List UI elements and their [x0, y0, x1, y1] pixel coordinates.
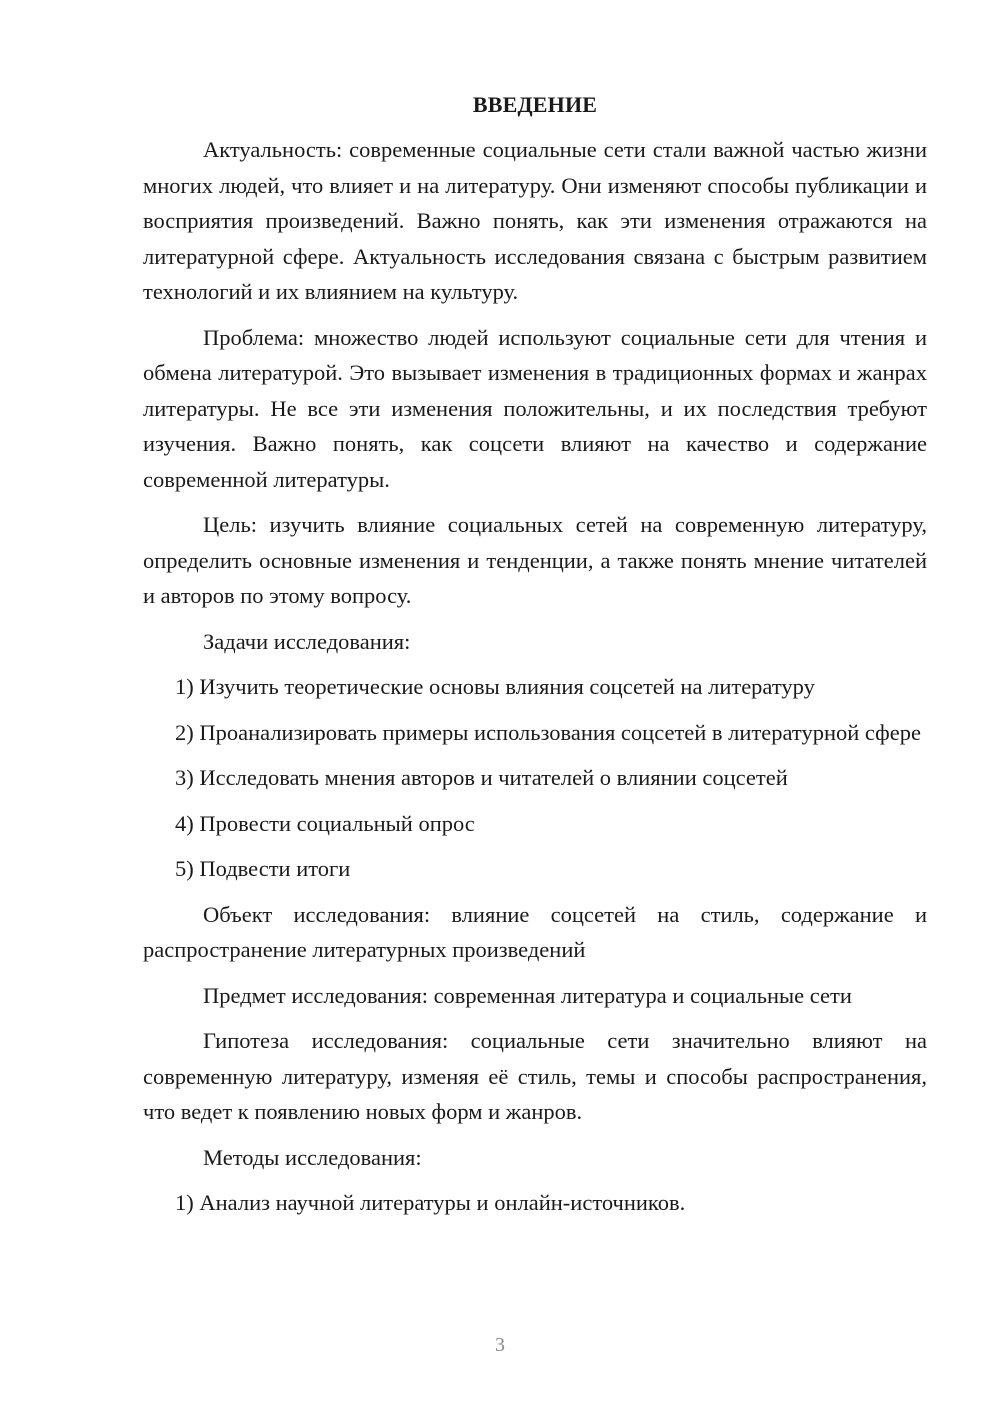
- tasks-heading: Задачи исследования:: [203, 628, 411, 654]
- relevance-paragraph: Актуальность: современные социальные сети стали важной частью жизни многих людей, что влияет и на литературу. Они изменяют способы публикации и восприятия произведений. Важно понять, как эти изменения отражаются на литературной сфере. Актуальность исследования связана с быстрым развитием технологий и их влиянием на культуру.: [143, 137, 927, 304]
- methods-heading: Методы исследования:: [203, 1144, 422, 1170]
- task-item: 3) Исследовать мнения авторов и читателей о влиянии соцсетей: [175, 765, 788, 790]
- task-item: 5) Подвести итоги: [175, 856, 351, 881]
- method-item: 1) Анализ научной литературы и онлайн-источников.: [175, 1190, 686, 1215]
- hypothesis-paragraph: Гипотеза исследования: социальные сети значительно влияют на современную литературу, изменяя её стиль, темы и способы распространения, что ведет к появлению новых форм и жанров.: [143, 1028, 927, 1124]
- task-item: 1) Изучить теоретические основы влияния соцсетей на литературу: [175, 674, 815, 699]
- task-item: 4) Провести социальный опрос: [175, 810, 475, 836]
- page-number: 3: [495, 1334, 505, 1356]
- goal-paragraph: Цель: изучить влияние социальных сетей на современную литературу, определить основные изменения и тенденции, а также понять мнение читателей и авторов по этому вопросу.: [143, 512, 927, 608]
- section-title: ВВЕДЕНИЕ: [472, 92, 598, 117]
- object-paragraph: Объект исследования: влияние соцсетей на стиль, содержание и распространение литературных произведений: [143, 901, 927, 962]
- problem-paragraph: Проблема: множество людей используют социальные сети для чтения и обмена литературой. Это вызывает изменения в традиционных формах и жанрах литературы. Не все эти изменения положительны, и их последствия требуют изучения. Важно понять, как соцсети влияют на качество и содержание современной литературы.: [143, 324, 927, 492]
- subject-paragraph: Предмет исследования: современная литература и социальные сети: [203, 982, 852, 1008]
- task-item: 2) Проанализировать примеры использования соцсетей в литературной сфере: [175, 719, 921, 745]
